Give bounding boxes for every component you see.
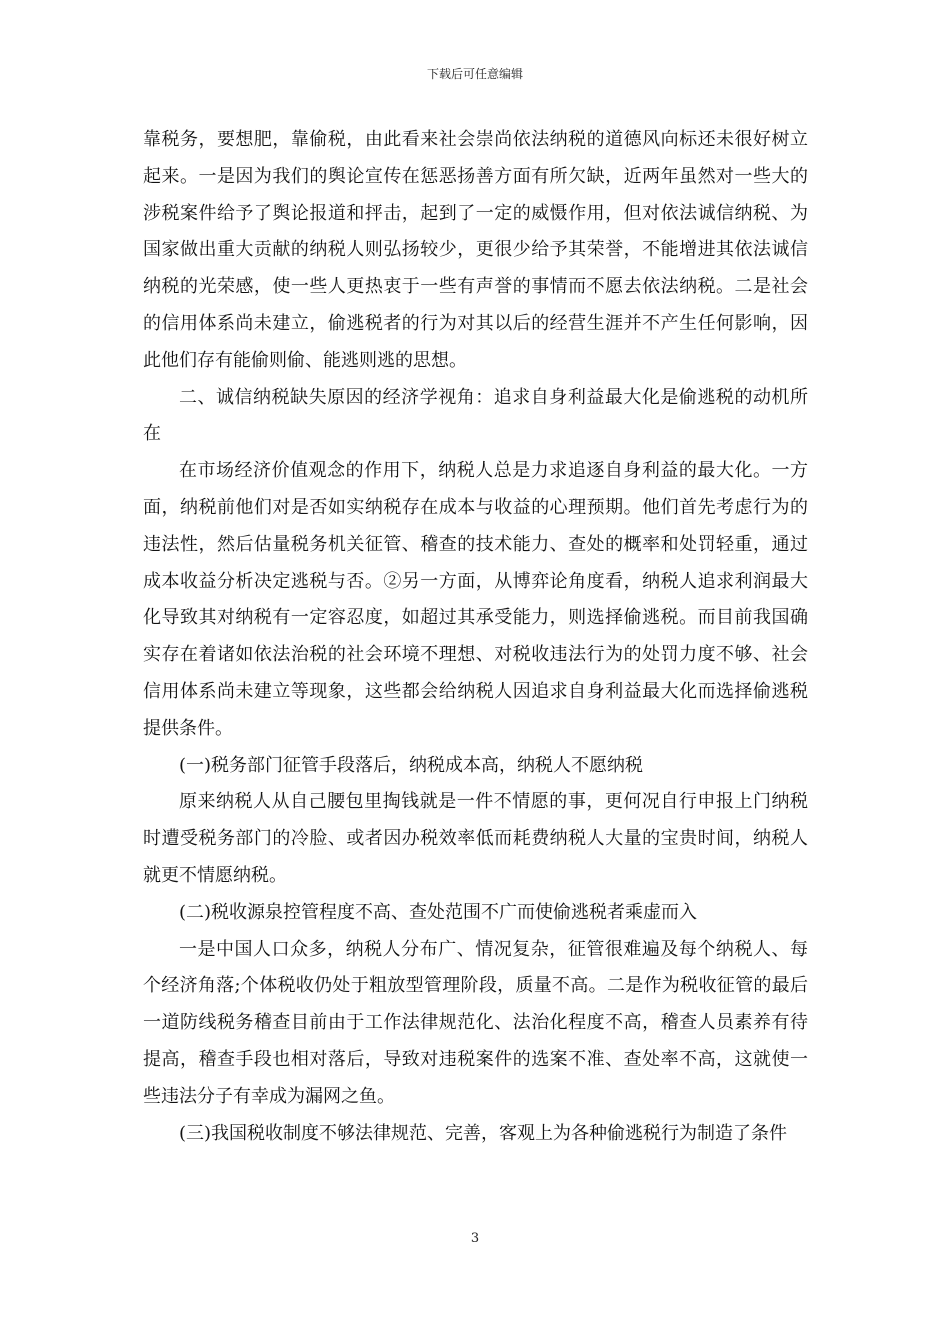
paragraph-taxpayer-reluctance: 原来纳税人从自己腰包里掏钱就是一件不情愿的事，更何况自行申报上门纳税时遭受税务部门的冷脸、或者因办税效率低而耗费纳税人大量的宝贵时间，纳税人就更不情愿纳税。 (143, 791, 808, 886)
subheading-two: (二)税收源泉控管程度不高、查处范围不广而使偷逃税者乘虚而入 (179, 901, 698, 923)
document-body (143, 122, 808, 1152)
section-heading-two: 二、诚信纳税缺失原因的经济学视角：追求自身利益最大化是偷逃税的动机所在 (143, 386, 808, 445)
page-header: 下载后可任意编辑 (426, 67, 523, 81)
paragraph-market-economy: 在市场经济价值观念的作用下，纳税人总是力求追逐自身利益的最大化。一方面，纳税前他们对是否如实纳税存在成本与收益的心理预期。他们首先考虑行为的违法性，然后估量税务机关征管、稽查的技术能力、查处的概率和处罚轻重，通过成本收益分析决定逃税与否。②另一方面，从博弈论角度看，纳税人追求利润最大化导致其对纳税有一定容忍度，如超过其承受能力，则选择偷逃税。而目前我国确实存在着诸如依法治税的社会环境不理想、对税收违法行为的处罚力度不够、社会信用体系尚未建立等现象，这些都会给纳税人因追求自身利益最大化而选择偷逃税提供条件。 (143, 460, 808, 739)
page-number: 3 (470, 1231, 480, 1246)
paragraph-continuation: 靠税务，要想肥，靠偷税，由此看来社会崇尚依法纳税的道德风向标还未很好树立起来。一是因为我们的舆论宣传在惩恶扬善方面有所欠缺，近两年虽然对一些大的涉税案件给予了舆论报道和抨击，起到了一定的威慑作用，但对依法诚信纳税、为国家做出重大贡献的纳税人则弘扬较少，更很少给予其荣誉，不能增进其依法诚信纳税的光荣感，使一些人更热衷于一些有声誉的事情而不愿去依法纳税。二是社会的信用体系尚未建立，偷逃税者的行为对其以后的经营生涯并不产生任何影响，因此他们存有能偷则偷、能逃则逃的思想。 (143, 129, 808, 371)
subheading-one: (一)税务部门征管手段落后，纳税成本高，纳税人不愿纳税 (179, 754, 644, 776)
subheading-three: (三)我国税收制度不够法律规范、完善，客观上为各种偷逃税行为制造了条件 (179, 1122, 788, 1144)
paragraph-source-control: 一是中国人口众多，纳税人分布广、情况复杂，征管很难遍及每个纳税人、每个经济角落;个体税收仍处于粗放型管理阶段，质量不高。二是作为税收征管的最后一道防线税务稽查目前由于工作法律规范化、法治化程度不高，稽查人员素养有待提高，稽查手段也相对落后，导致对违税案件的选案不准、查处率不高，这就使一些违法分子有幸成为漏网之鱼。 (143, 938, 808, 1107)
